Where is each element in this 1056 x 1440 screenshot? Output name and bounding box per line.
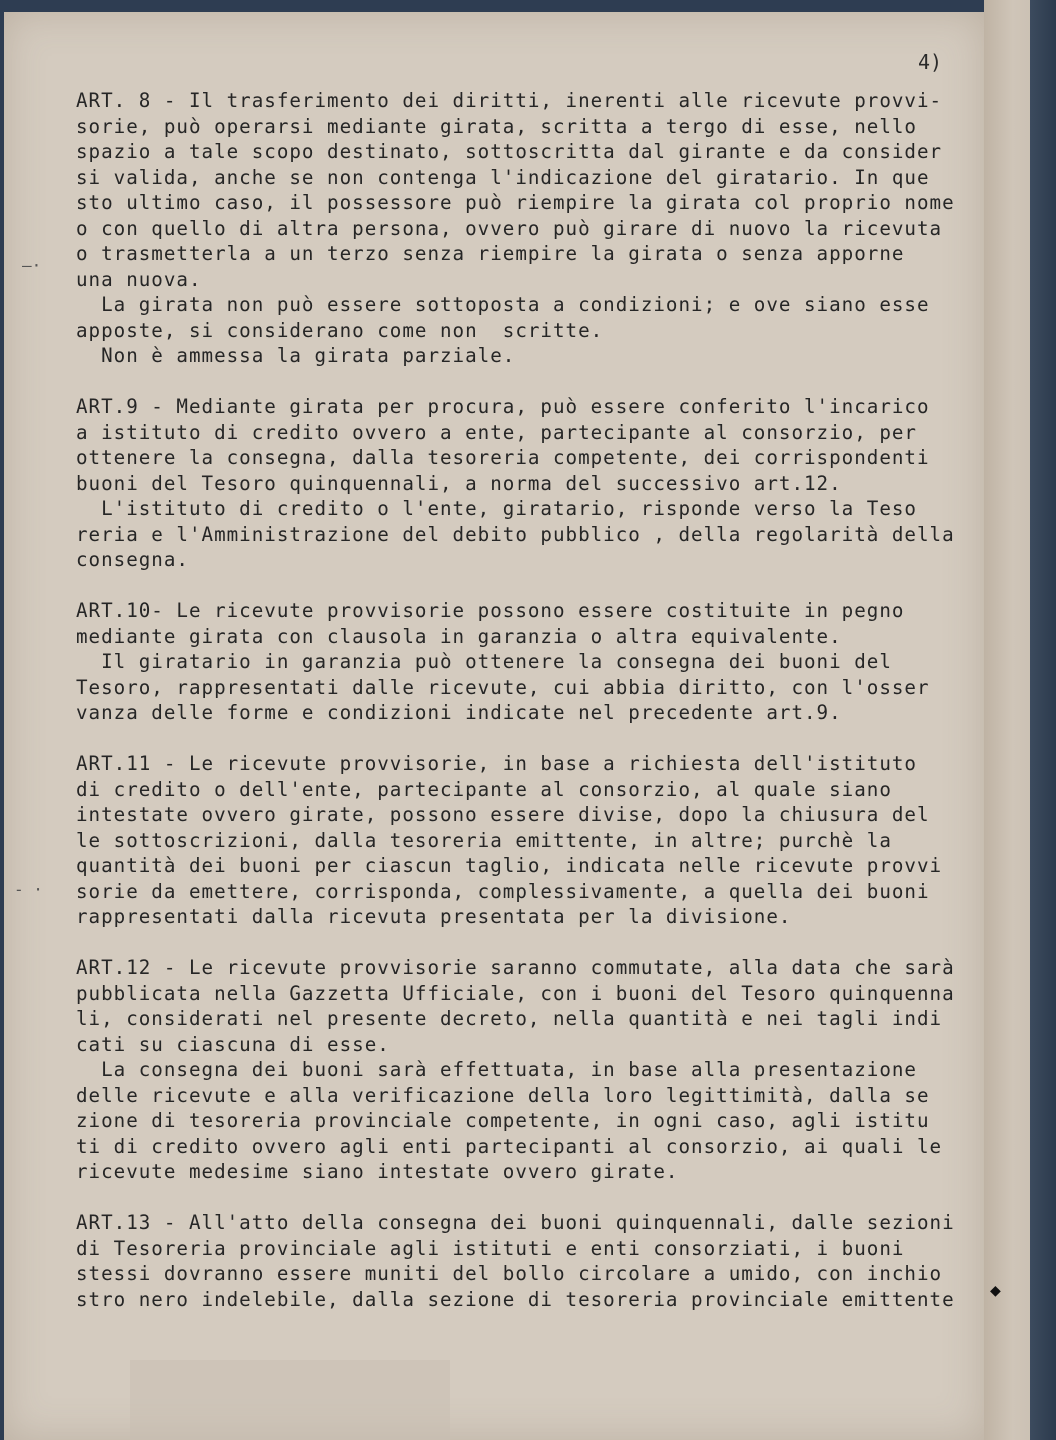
corner-mark: ◆ xyxy=(990,1280,1001,1301)
text-line: ART. 8 - Il trasferimento dei diritti, inerenti alle ricevute provvi- xyxy=(76,89,943,112)
text-line: delle ricevute e alla verificazione della loro legittimità, dalla se xyxy=(76,1083,930,1107)
text-line: o con quello di altra persona, ovvero può girare di nuovo la ricevuta xyxy=(76,216,943,240)
text-line: reria e l'Amministrazione del debito pubblico , della regolarità della xyxy=(76,522,955,546)
text-line: intestate ovvero girate, possono essere divise, dopo la chiusura del xyxy=(76,803,930,826)
text-line: rappresentati dalla ricevuta presentata per la divisione. xyxy=(76,905,792,928)
text-line: quantità dei buoni per ciascun taglio, indicata nelle ricevute provvi xyxy=(76,854,943,877)
binding-shadow xyxy=(1030,0,1056,1440)
margin-mark: - · xyxy=(14,880,43,899)
article-11 xyxy=(76,751,981,930)
text-line: spazio a tale scopo destinato, sottoscritta dal girante e da consider xyxy=(76,140,943,163)
text-line: a istituto di credito ovvero a ente, partecipante al consorzio, per xyxy=(76,420,917,444)
article-9 xyxy=(76,394,981,573)
article-13 xyxy=(76,1210,981,1312)
text-line: stro nero indelebile, dalla sezione di tesoreria provinciale emittente xyxy=(76,1287,955,1311)
article-10 xyxy=(76,598,981,726)
text-line: mediante girata con clausola in garanzia o altra equivalente. xyxy=(76,624,842,648)
text-line: Non è ammessa la girata parziale. xyxy=(76,344,516,367)
text-line: stessi dovranno essere muniti del bollo circolare a umido, con inchio xyxy=(76,1262,943,1285)
text-line: ottenere la consegna, dalla tesoreria competente, dei corrispondenti xyxy=(76,446,930,469)
text-line: sorie, può operarsi mediante girata, scritta a tergo di esse, nello xyxy=(76,114,917,138)
article-12 xyxy=(76,955,981,1185)
text-line: li, considerati nel presente decreto, nella quantità e nei tagli indi xyxy=(76,1007,943,1030)
text-line: ART.13 - All'atto della consegna dei buoni quinquennali, dalle sezioni xyxy=(76,1211,955,1234)
text-line: ART.11 - Le ricevute provvisorie, in base a richiesta dell'istituto xyxy=(76,752,917,775)
text-line: di Tesoreria provinciale agli istituti e enti consorziati, i buoni xyxy=(76,1236,905,1260)
text-line: buoni del Tesoro quinquennali, a norma del successivo art.12. xyxy=(76,471,842,495)
text-line: La girata non può essere sottoposta a condizioni; e ove siano esse xyxy=(76,293,930,316)
paper-stain xyxy=(130,1360,450,1440)
text-line: si valida, anche se non contenga l'indicazione del giratario. In que xyxy=(76,165,930,189)
text-line: sto ultimo caso, il possessore può riempire la girata col proprio nome xyxy=(76,191,955,214)
text-line: le sottoscrizioni, dalla tesoreria emittente, in altre; purchè la xyxy=(76,828,892,852)
text-line: ART.10- Le ricevute provvisorie possono essere costituite in pegno xyxy=(76,599,905,622)
margin-mark: —· xyxy=(22,256,42,275)
typewritten-body xyxy=(76,88,981,1338)
text-line: cati su ciascuna di esse. xyxy=(76,1032,390,1056)
article-8 xyxy=(76,88,981,369)
text-line: Il giratario in garanzia può ottenere la consegna dei buoni del xyxy=(76,650,892,673)
page-number: 4) xyxy=(918,50,943,74)
text-line: di credito o dell'ente, partecipante al consorzio, al quale siano xyxy=(76,777,892,801)
text-line: L'istituto di credito o l'ente, giratario, risponde verso la Teso xyxy=(76,497,917,520)
text-line: vanza delle forme e condizioni indicate nel precedente art.9. xyxy=(76,701,842,724)
text-line: una nuova. xyxy=(76,267,202,291)
text-line: ART.9 - Mediante girata per procura, può essere conferito l'incarico xyxy=(76,395,930,418)
text-line: o trasmetterla a un terzo senza riempire la girata o senza apporne xyxy=(76,242,905,265)
text-line: consegna. xyxy=(76,548,189,571)
text-line: ART.12 - Le ricevute provvisorie saranno commutate, alla data che sarà xyxy=(76,956,955,979)
text-line: ti di credito ovvero agli enti partecipanti al consorzio, ai quali le xyxy=(76,1134,943,1158)
text-line: zione di tesoreria provinciale competente, in ogni caso, agli istitu xyxy=(76,1109,930,1132)
text-line: pubblicata nella Gazzetta Ufficiale, con i buoni del Tesoro quinquenna xyxy=(76,981,955,1005)
text-line: Tesoro, rappresentati dalle ricevute, cui abbia diritto, con l'osser xyxy=(76,675,930,699)
text-line: sorie da emettere, corrisponda, complessivamente, a quella dei buoni xyxy=(76,879,930,903)
text-line: apposte, si considerano come non scritte. xyxy=(76,318,604,342)
text-line: ricevute medesime siano intestate ovvero girate. xyxy=(76,1160,679,1183)
text-line: La consegna dei buoni sarà effettuata, in base alla presentazione xyxy=(76,1058,917,1081)
